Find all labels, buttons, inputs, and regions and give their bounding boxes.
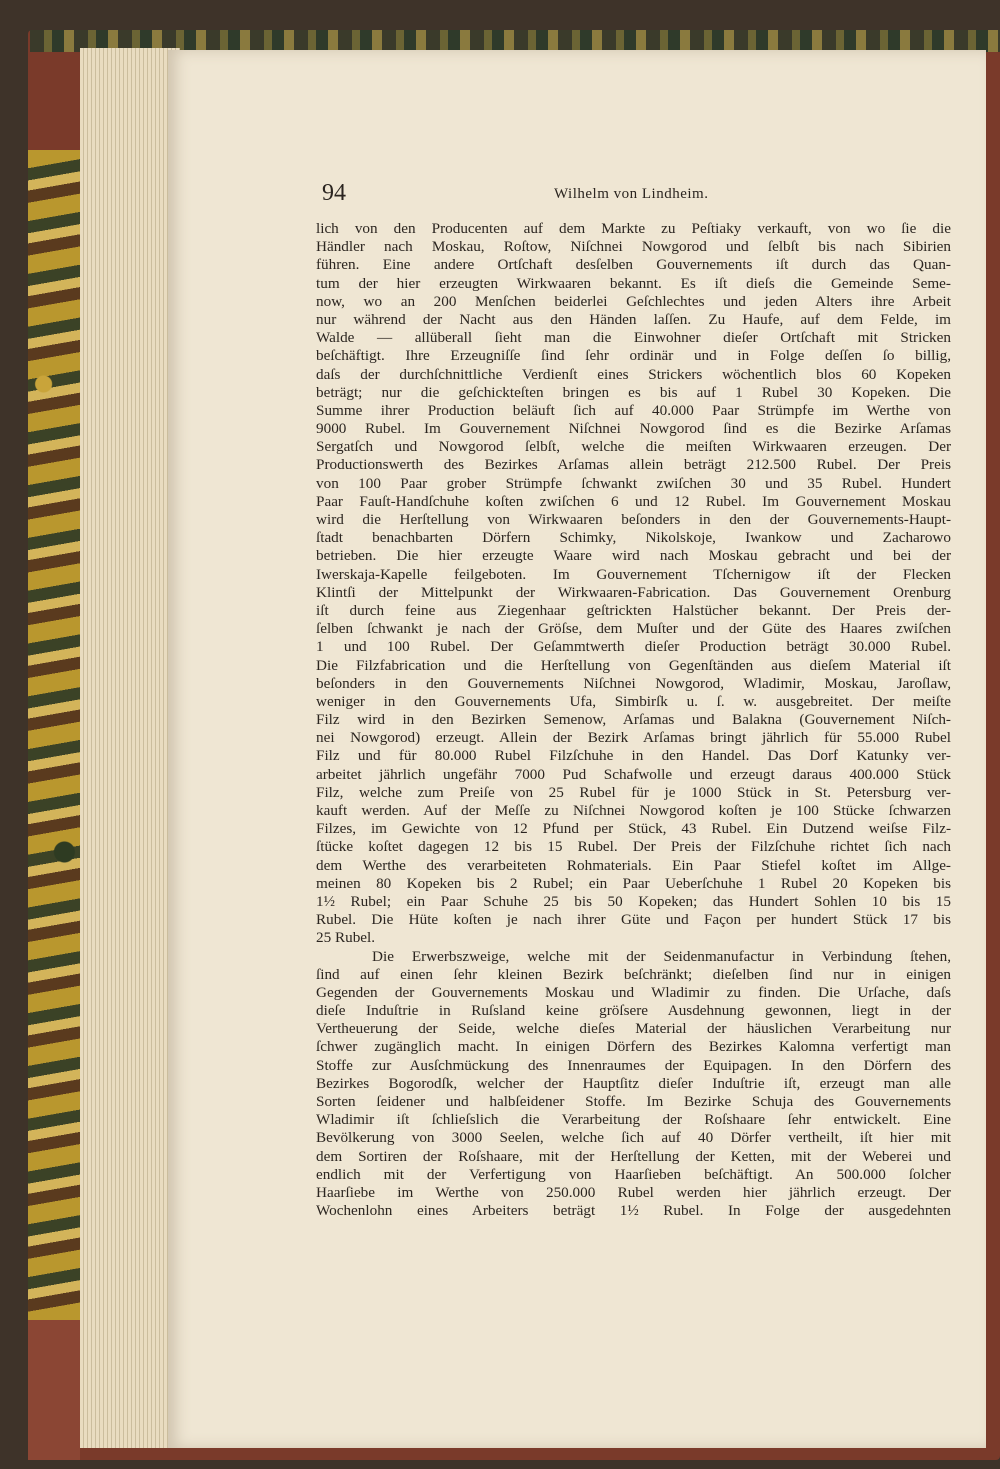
text-line: betrieben. Die hier erzeugte Waare wird nach Moskau gebracht und bei der <box>316 547 951 565</box>
text-line: Summe ihrer Production beläuft ſich auf 40.000 Paar Strümpfe im Werthe von <box>316 401 951 419</box>
page-edges <box>80 48 180 1448</box>
text-line: nei Nowgorod) erzeugt. Allein der Bezirk Arſamas bringt jährlich für 55.000 Rubel <box>316 729 951 747</box>
text-line: Iwerskaja-Kapelle feilgeboten. Im Gouvernement Tſchernigow iſt der Flecken <box>316 565 951 583</box>
text-line: beträgt; nur die geſchickteſten bringen es bis auf 1 Rubel 30 Kopeken. Die <box>316 383 951 401</box>
text-line: 9000 Rubel. Im Gouvernement Niſchnei Nowgorod ſind es die Bezirke Arſamas <box>316 420 951 438</box>
text-line: 1½ Rubel; ein Paar Schuhe 25 bis 50 Kopeken; das Hundert Sohlen 10 bis 15 <box>316 892 951 910</box>
text-line: Walde — allüberall ſieht man die Einwohner dieſer Ortſchaft mit Stricken <box>316 329 951 347</box>
text-line: Haarſiebe im Werthe von 250.000 Rubel werden hier jährlich erzeugt. Der <box>316 1183 951 1201</box>
text-line: nur während der Nacht aus den Händen laſſen. Zu Haufe, auf dem Felde, im <box>316 310 951 328</box>
text-line: Filzes, im Gewichte von 12 Pfund per Stück, 43 Rubel. Ein Dutzend weiſse Filz- <box>316 820 951 838</box>
text-line: Bevölkerung von 3000 Seelen, welche ſich auf 40 Dörfer vertheilt, iſt hier mit <box>316 1129 951 1147</box>
text-line: Wladimir iſt ſchlieſslich die Verarbeitung der Roſshaare ſehr entwickelt. Eine <box>316 1111 951 1129</box>
text-line: Filz wird in den Bezirken Semenow, Arſamas und Balakna (Gouvernement Niſch- <box>316 711 951 729</box>
text-line: Die Erwerbszweige, welche mit der Seidenmanufactur in Verbindung ſtehen, <box>372 947 951 965</box>
text-line: tum der hier erzeugten Wirkwaaren bekannt. Es iſt dieſs die Gemeinde Seme- <box>316 274 951 292</box>
text-line: Paar Fauſt-Handſchuhe koſten zwiſchen 6 und 12 Rubel. Im Gouvernement Moskau <box>316 492 951 510</box>
text-line: Wochenlohn eines Arbeiters beträgt 1½ Rubel. In Folge der ausgedehnten <box>316 1202 951 1220</box>
leather-corner <box>28 1320 80 1460</box>
text-line: 1 und 100 Rubel. Der Geſammtwerth dieſer Production beträgt 30.000 Rubel. <box>316 638 951 656</box>
text-line: beſonders in den Gouvernements Niſchnei Nowgorod, Wladimir, Moskau, Jaroſlaw, <box>316 674 951 692</box>
text-line: Rubel. Die Hüte koſten je nach ihrer Güte und Façon per hundert Stück 17 bis <box>316 911 951 929</box>
text-line: beſchäftigt. Ihre Erzeugniſſe ſind ſehr ordinär und in Folge deſſen ſo billig, <box>316 347 951 365</box>
text-line: dieſe Induſtrie in Ruſsland keine gröſsere Ausdehnung gewonnen, liegt in der <box>316 1002 951 1020</box>
text-line: ſchwer zugänglich macht. In einigen Dörfern des Bezirkes Kalomna verfertigt man <box>316 1038 951 1056</box>
text-line: Filz, welche zum Preiſe von 25 Rubel für je 1000 Stück in St. Petersburg ver- <box>316 783 951 801</box>
running-title: Wilhelm von Lindheim. <box>554 186 709 202</box>
text-line: Vertheuerung der Seide, welche dieſes Material der häuslichen Verarbeitung nur <box>316 1020 951 1038</box>
text-line: arbeitet jährlich ungefähr 7000 Pud Schafwolle und erzeugt daraus 400.000 Stück <box>316 765 951 783</box>
text-line: lich von den Producenten auf dem Markte zu Peſtiaky verkauft, von wo ſie die <box>316 220 951 237</box>
text-line: Die Filzfabrication und die Herſtellung von Gegenſtänden aus dieſem Material iſt <box>316 656 951 674</box>
text-line: meinen 80 Kopeken bis 2 Rubel; ein Paar Ueberſchuhe 1 Rubel 20 Kopeken bis <box>316 874 951 892</box>
text-line: dem Werthe des verarbeiteten Rohmaterials. Ein Paar Stiefel koſtet im Allge- <box>316 856 951 874</box>
text-line: ſind auf einen ſehr kleinen Bezirk beſchränkt; dieſelben ſind nur in einigen <box>316 965 951 983</box>
text-line: Händler nach Moskau, Roſtow, Niſchnei Nowgorod und ſelbſt bis nach Sibirien <box>316 238 951 256</box>
text-line: dem Sortiren der Roſshaare, mit der Herſtellung der Ketten, mit der Weberei und <box>316 1147 951 1165</box>
text-line: Bezirkes Bogorodſk, welcher der Hauptſitz dieſer Induſtrie iſt, erzeugt man alle <box>316 1074 951 1092</box>
text-line: von 100 Paar grober Strümpfe ſchwankt zwiſchen 30 und 35 Rubel. Hundert <box>316 474 951 492</box>
text-line: Gegenden der Gouvernements Moskau und Wladimir zu finden. Die Urſache, daſs <box>316 983 951 1001</box>
page-number: 94 <box>322 180 346 206</box>
text-line: weniger in den Gouvernements Ufa, Simbirſk u. ſ. w. ausgebreitet. Der meiſte <box>316 692 951 710</box>
text-line: Productionswerth des Bezirkes Arſamas allein beträgt 212.500 Rubel. Der Preis <box>316 456 951 474</box>
text-line: daſs der durchſchnittliche Verdienſt eines Strickers wöchentlich blos 60 Kopeken <box>316 365 951 383</box>
marbled-spine <box>28 150 80 1320</box>
text-line: Klintſi der Mittelpunkt der Wirkwaaren-Fabrication. Das Gouvernement Orenburg <box>316 583 951 601</box>
text-line: Stoffe zur Ausſchmückung des Innenraumes der Equipagen. In den Dörfern des <box>316 1056 951 1074</box>
text-line: ſtadt benachbarten Dörfern Schimky, Nikolskoje, Iwankow und Zacharowo <box>316 529 951 547</box>
text-line: wird die Herſtellung von Wirkwaaren beſonders in den der Gouvernements-Haupt- <box>316 511 951 528</box>
text-line: ſelben ſchwankt je nach der Gröſse, dem Muſter und der Güte des Haares zwiſchen <box>316 620 951 638</box>
text-line: now, wo an 200 Menſchen beiderlei Geſchlechtes und jeden Alters ihre Arbeit <box>316 292 951 310</box>
body-text <box>316 220 951 1220</box>
text-line: iſt durch feine aus Ziegenhaar geſtrickten Halstücher bekannt. Der Preis der- <box>316 601 951 619</box>
running-head <box>322 180 952 210</box>
text-line: Sorten ſeidener und halbſeidener Stoffe. Im Bezirke Schuja des Gouvernements <box>316 1093 951 1110</box>
text-line: Filz und für 80.000 Rubel Filzſchuhe in den Handel. Das Dorf Katunky ver- <box>316 747 951 765</box>
text-line: kauft werden. Auf der Meſſe zu Niſchnei Nowgorod koſten je 100 Stücke ſchwarzen <box>316 802 951 819</box>
text-line: Sergatſch und Nowgorod ſelbſt, welche die meiſten Wirkwaaren erzeugen. Der <box>316 438 951 456</box>
text-line: 25 Rubel. <box>316 929 376 947</box>
text-line: führen. Eine andere Ortſchaft desſelben Gouvernements iſt durch das Quan- <box>316 256 951 274</box>
text-line: endlich mit der Verfertigung von Haarſieben beſchäftigt. An 500.000 ſolcher <box>316 1165 951 1183</box>
text-line: ſtücke koſtet dagegen 12 bis 15 Rubel. Der Preis der Filzſchuhe richtet ſich nach <box>316 838 951 856</box>
